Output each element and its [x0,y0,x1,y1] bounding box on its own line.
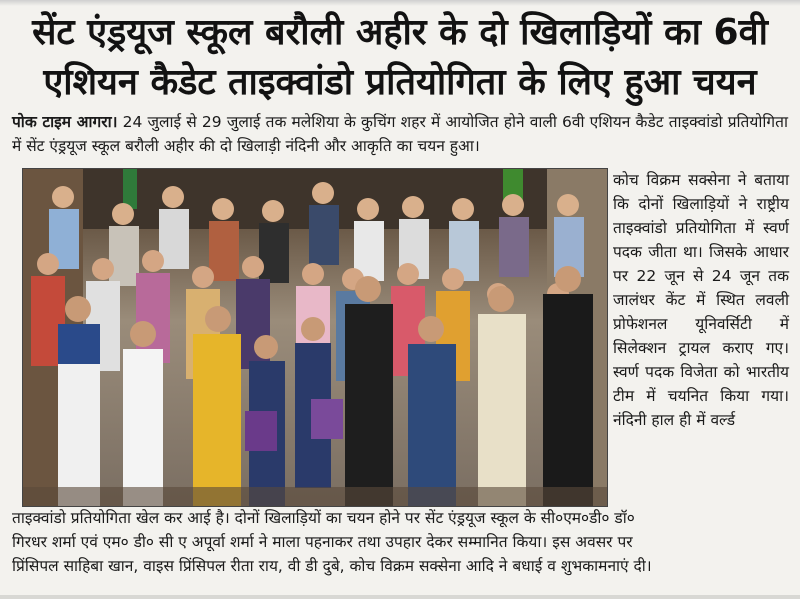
lead-paragraph [12,110,788,158]
headline-line-2: एशियन कैडेट ताइक्वांडो प्रतियोगिता के लिए हुआ चयन [43,62,757,103]
headline-line-1: सेंट एंड्रयूज स्कूल बरौली अहीर के दो खिलाड़ियों का 6वी [32,12,768,53]
side-column-text: कोच विक्रम सक्सेना ने बताया कि दोनों खिलाड़ियों ने राष्ट्रीय ताइक्वांडो प्रतियोगिता में स्वर्ण पदक जीता था। जिसके आधार पर 22 जून से 24 जून तक जालंधर केंट में स्थित लवली प्रोफेशनल यूनिवर्सिटी में सिलेक्शन ट्रायल कराए गए। स्वर्ण पदक विजेता को भारतीय टीम में चयनित किया गया। नंदिनी हाल ही में वर्ल्ड [613,171,789,429]
lead-text: 24 जुलाई से 29 जुलाई तक मलेशिया के कुचिंग शहर में आयोजित होने वाली 6वी एशियन कैडेट ताइक्वांडो प्रतियोगिता में सेंट एंड्रयूज स्कूल बरौली अहीर की दो खिलाड़ी नंदिनी और आकृति का चयन हुआ। [12,113,788,155]
dateline: पोक टाइम आगरा। [12,113,118,131]
bottom-line-2: गिरधर शर्मा एवं एम० डी० सी ए अपूर्वा शर्मा ने माला पहनाकर तथा उपहार देकर सम्मानित किया। इस अवसर पर [12,533,633,551]
group-photo [22,168,608,507]
group-photo-illustration [23,169,607,506]
bottom-line-1: ताइक्वांडो प्रतियोगिता खेल कर आई है। दोनों खिलाड़ियों का चयन होने पर सेंट एंड्रयूज स्कूल के सी०एम०डी० डॉ० [12,509,635,527]
bottom-paragraph [12,506,788,578]
bottom-line-3: प्रिंसिपल साहिबा खान, वाइस प्रिंसिपल रीता राय, वी डी दुबे, कोच विक्रम सक्सेना आदि ने बधाई व शुभकामनाएं दी। [12,557,652,575]
top-edge [0,0,800,6]
bottom-edge [0,595,800,599]
